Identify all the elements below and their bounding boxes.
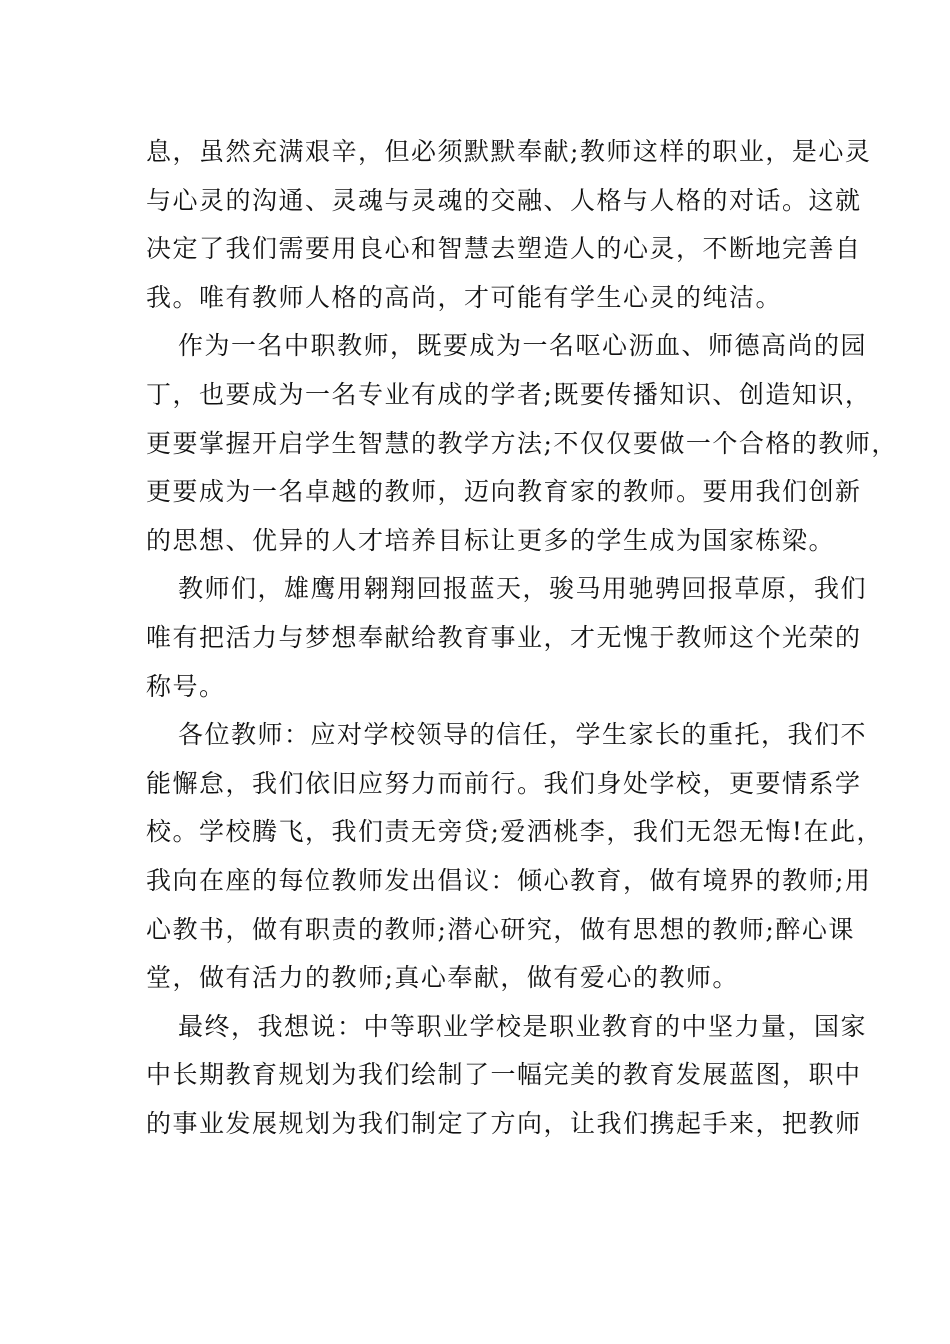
text-line: 更要成为一名卓越的教师，迈向教育家的教师。要用我们创新: [146, 477, 862, 507]
text-line: 唯有把活力与梦想奉献给教育事业，才无愧于教师这个光荣的: [146, 622, 862, 652]
text-line: 堂，做有活力的教师;真心奉献，做有爱心的教师。: [146, 963, 739, 993]
text-line: 校。学校腾飞，我们责无旁贷;爱洒桃李，我们无怨无悔!在此，: [146, 817, 883, 847]
text-line: 决定了我们需要用良心和智慧去塑造人的心灵，不断地完善自: [146, 234, 862, 264]
text-line: 我。唯有教师人格的高尚，才可能有学生心灵的纯洁。: [146, 282, 783, 312]
text-line: 丁，也要成为一名专业有成的学者;既要传播知识、创造知识，: [146, 379, 872, 409]
text-line: 的事业发展规划为我们制定了方向，让我们携起手来，把教师: [146, 1108, 862, 1138]
text-line: 我向在座的每位教师发出倡议：倾心教育，做有境界的教师;用: [146, 865, 872, 895]
text-line: 称号。: [146, 671, 226, 701]
paragraph-first-line: 各位教师：应对学校领导的信任，学生家长的重托，我们不: [178, 720, 868, 750]
document-body: [146, 128, 898, 1148]
text-line: 能懈怠，我们依旧应努力而前行。我们身处学校，更要情系学: [146, 768, 862, 798]
text-line: 中长期教育规划为我们绘制了一幅完美的教育发展蓝图，职中: [146, 1060, 862, 1090]
text-line: 更要掌握开启学生智慧的教学方法;不仅仅要做一个合格的教师，: [146, 428, 898, 458]
text-line: 与心灵的沟通、灵魂与灵魂的交融、人格与人格的对话。这就: [146, 185, 862, 215]
text-line: 息，虽然充满艰辛，但必须默默奉献;教师这样的职业，是心灵: [146, 137, 872, 166]
text-line: 的思想、优异的人才培养目标让更多的学生成为国家栋梁。: [146, 525, 836, 555]
paragraph-first-line: 最终，我想说：中等职业学校是职业教育的中坚力量，国家: [178, 1011, 868, 1041]
paragraph-first-line: 教师们，雄鹰用翱翔回报蓝天，骏马用驰骋回报草原，我们: [178, 574, 868, 604]
paragraph-first-line: 作为一名中职教师，既要成为一名呕心沥血、师德高尚的园: [178, 331, 868, 361]
text-line: 心教书，做有职责的教师;潜心研究，做有思想的教师;醉心课: [146, 914, 855, 944]
